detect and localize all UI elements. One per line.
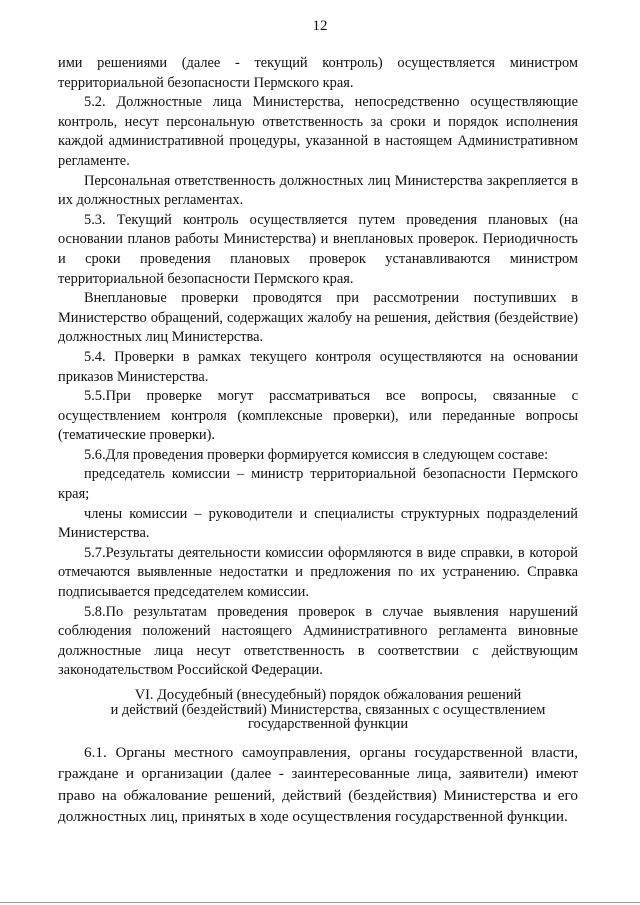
section-body-text — [58, 742, 578, 827]
paragraph: ими решениями (далее - текущий контроль) осуществляется министром территориальной безопасности Пермского края. — [58, 55, 578, 91]
page-number: 12 — [312, 18, 328, 34]
paragraph: 5.7.Результаты деятельности комиссии оформляются в виде справки, в которой отмечаются выявленные недостатки и предложения по их устранению. Справка подписывается председателем комиссии. — [58, 544, 578, 601]
paragraph: 6.1. Органы местного самоуправления, органы государственной власти, граждане и организации (далее - заинтересованные лица, заявители) имеют право на обжалование решений, действий (бездействия) Министерства и его должностных лиц, принятых в ходе осуществления государственной функции. — [58, 744, 578, 825]
scan-edge-line — [0, 902, 640, 903]
paragraph: 5.2. Должностные лица Министерства, непосредственно осуществляющие контроль, несут персональную ответственность за сроки и порядок исполнения каждой административной процедуры, указанной в настоящем Административном регламенте. — [58, 94, 578, 169]
paragraph: 5.6.Для проведения проверки формируется комиссия в следующем составе: — [84, 446, 549, 463]
paragraph: председатель комиссии – министр территориальной безопасности Пермского края; — [58, 466, 578, 503]
paragraph: 5.3. Текущий контроль осуществляется путем проведения плановых (на основании планов работы Министерства) и внеплановых проверок. Периодичность и сроки проведения плановых проверок устанавливаются министром территориальной безопасности Пермского края. — [58, 211, 578, 287]
section-heading-line: и действий (бездействий) Министерства, связанных с осуществлением — [110, 701, 546, 718]
paragraph: 5.5.При проверке могут рассматриваться все вопросы, связанные с осуществлением контроля (комплексные проверки), или переданные вопросы (тематические проверки). — [58, 388, 578, 444]
paragraph: члены комиссии – руководители и специалисты структурных подразделений Министерства. — [58, 505, 578, 542]
body-text — [58, 54, 578, 681]
section-heading-line: государственной функции — [247, 716, 409, 733]
paragraph: 5.8.По результатам проведения проверок в случае выявления нарушений соблюдения положений настоящего Административного регламента виновные должностные лица несут ответственность в соответствии с действующим законодательством Российской Федерации. — [58, 603, 578, 679]
section-heading-line: VI. Досудебный (внесудебный) порядок обжалования решений — [134, 687, 522, 703]
paragraph: Внеплановые проверки проводятся при рассмотрении поступивших в Министерство обращений, содержащих жалобу на решения, действия (бездействие) должностных лиц Министерства. — [58, 290, 578, 346]
paragraph: Персональная ответственность должностных лиц Министерства закрепляется в их должностных регламентах. — [58, 172, 578, 209]
paragraph: 5.4. Проверки в рамках текущего контроля осуществляются на основании приказов Министерства. — [58, 348, 578, 385]
section-heading — [58, 688, 598, 732]
